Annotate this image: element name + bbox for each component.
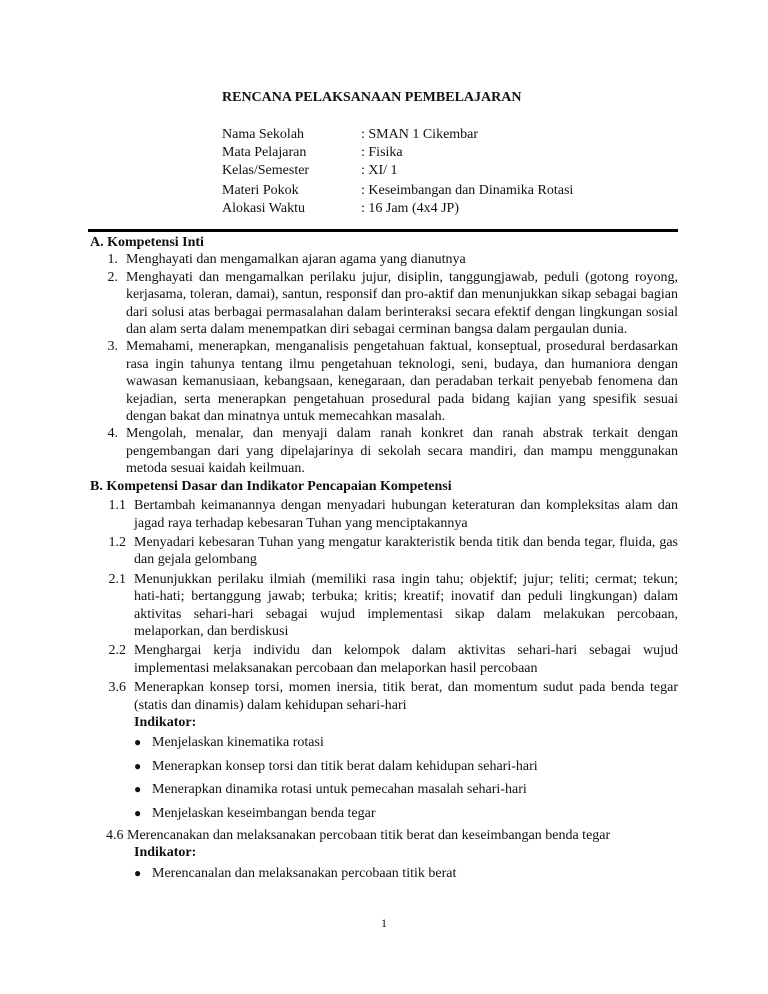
section-b-title: B. Kompetensi Dasar dan Indikator Pencapaian Kompetensi bbox=[90, 478, 452, 494]
list-item bbox=[90, 571, 678, 641]
indikator-list bbox=[134, 731, 678, 825]
bullet-icon: ● bbox=[134, 758, 142, 773]
indikator-item bbox=[134, 778, 678, 801]
bullet-icon: ● bbox=[134, 805, 142, 820]
info-row bbox=[222, 144, 573, 162]
indikator-heading: Indikator: bbox=[134, 714, 197, 730]
item-text: Menyadari kebesaran Tuhan yang mengatur karakteristik benda titik dan benda tegar, fluida, gas dan gejala gelombang bbox=[134, 534, 678, 568]
info-value: : XI/ 1 bbox=[361, 163, 398, 178]
info-row bbox=[222, 182, 573, 200]
indikator-item bbox=[134, 862, 678, 885]
item-text: Bertambah keimanannya dengan menyadari hubungan keteraturan dan kompleksitas alam dan jagad raya terhadap kebesaran Tuhan yang menciptakannya bbox=[134, 498, 678, 531]
indikator-list bbox=[134, 862, 678, 885]
bullet-icon: ● bbox=[134, 735, 142, 750]
item-number: 1. bbox=[107, 252, 118, 268]
list-item bbox=[90, 679, 678, 714]
list-item bbox=[90, 251, 678, 268]
info-row bbox=[222, 200, 573, 218]
header-divider bbox=[88, 229, 678, 232]
list-item bbox=[90, 642, 678, 677]
info-value: : Keseimbangan dan Dinamika Rotasi bbox=[361, 183, 574, 198]
list-item bbox=[90, 497, 678, 532]
list-item bbox=[90, 425, 678, 477]
indikator-text: Menjelaskan keseimbangan benda tegar bbox=[152, 805, 376, 821]
item-number: 3.6 bbox=[108, 680, 126, 696]
document-body bbox=[90, 234, 678, 885]
info-label: Nama Sekolah bbox=[222, 127, 305, 142]
item-number: 2.2 bbox=[108, 643, 126, 659]
item-text: Menghayati dan mengamalkan ajaran agama yang dianutnya bbox=[126, 252, 466, 268]
item-number: 2. bbox=[107, 269, 118, 285]
item-number: 3. bbox=[107, 339, 118, 355]
info-value: : SMAN 1 Cikembar bbox=[361, 127, 479, 142]
item-text: Menghayati dan mengamalkan perilaku jujur, disiplin, tanggungjawab, peduli (gotong royong, kerjasama, toleran, damai), santun, responsif dan pro-aktif dan menunjukkan sikap sebagai bagian dari solusi atas berbagai permasalahan dalam berinteraksi secara efektif dengan lingkungan sosial dan alam serta dalam menempatkan diri sebagai cerminan bangsa dalam pergaulan dunia. bbox=[126, 269, 678, 338]
item-number: 1.2 bbox=[108, 534, 126, 550]
item-text: Menerapkan konsep torsi, momen inersia, titik berat, dan momentum sudut pada benda tegar (statis dan dinamis) dalam kehidupan sehari-hari bbox=[134, 680, 678, 713]
kompetensi-dasar-list bbox=[90, 497, 678, 714]
indikator-text: Merencanalan dan melaksanakan percobaan titik berat bbox=[152, 865, 457, 881]
info-row bbox=[222, 126, 573, 144]
indikator-text: Menerapkan dinamika rotasi untuk pemecahan masalah sehari-hari bbox=[152, 782, 527, 798]
document-title: RENCANA PELAKSANAAN PEMBELAJARAN bbox=[222, 90, 522, 105]
list-item bbox=[90, 269, 678, 339]
indikator-item bbox=[134, 755, 678, 778]
indikator-item bbox=[134, 731, 678, 754]
info-row bbox=[222, 162, 573, 180]
bullet-icon: ● bbox=[134, 782, 142, 797]
indikator-item bbox=[134, 802, 678, 825]
page-number: 1 bbox=[381, 916, 387, 930]
info-label: Alokasi Waktu bbox=[222, 201, 305, 216]
item-number: 1.1 bbox=[108, 498, 126, 514]
info-table bbox=[222, 126, 573, 218]
info-label: Materi Pokok bbox=[222, 183, 299, 198]
list-item bbox=[90, 534, 678, 569]
section-a-title: A. Kompetensi Inti bbox=[90, 235, 204, 250]
info-value: : 16 Jam (4x4 JP) bbox=[361, 201, 459, 216]
info-value: : Fisika bbox=[361, 145, 403, 160]
item-text: Menunjukkan perilaku ilmiah (memiliki rasa ingin tahu; objektif; jujur; teliti; cermat; tekun; hati-hati; bertanggung jawab; terbuka; kritis; kreatif; inovatif dan peduli lingkungan) dalam aktivitas sehari-hari sebagai wujud implementasi sikap dalam melakukan percobaan, melaporkan, dan berdiskusi bbox=[134, 571, 678, 639]
indikator-heading: Indikator: bbox=[134, 845, 197, 861]
item-text: Memahami, menerapkan, menganalisis pengetahuan faktual, konseptual, prosedural berdasarkan rasa ingin tahunya tentang ilmu pengetahuan teknologi, seni, budaya, dan humaniora dengan wawasan kemanusiaan, kebangsaan, kenegaraan, dan peradaban terkait penyebab fenomena dan kejadian, serta menerapkan pengetahuan prosedural pada bidang kajian yang spesifik sesuai dengan bakat dan minatnya untuk memecahkan masalah. bbox=[126, 339, 678, 425]
list-item bbox=[90, 338, 678, 425]
kompetensi-4-6: 4.6 Merencanakan dan melaksanakan percobaan titik berat dan keseimbangan benda tegar bbox=[106, 827, 611, 843]
item-number: 4. bbox=[107, 426, 118, 442]
info-label: Mata Pelajaran bbox=[222, 145, 307, 160]
item-number: 2.1 bbox=[108, 571, 126, 587]
indikator-text: Menerapkan konsep torsi dan titik berat dalam kehidupan sehari-hari bbox=[152, 758, 538, 774]
item-text: Menghargai kerja individu dan kelompok dalam aktivitas sehari-hari sebagai wujud implementasi melaksanakan percobaan dan melaporkan hasil percobaan bbox=[134, 643, 678, 676]
info-label: Kelas/Semester bbox=[222, 163, 310, 178]
indikator-text: Menjelaskan kinematika rotasi bbox=[152, 735, 324, 751]
kompetensi-inti-list bbox=[90, 251, 678, 477]
item-text: Mengolah, menalar, dan menyaji dalam ranah konkret dan ranah abstrak terkait dengan pengembangan dari yang dipelajarinya di sekolah secara mandiri, dan mampu menggunakan metoda sesuai kaidah keilmuan. bbox=[126, 426, 678, 477]
bullet-icon: ● bbox=[134, 865, 142, 880]
